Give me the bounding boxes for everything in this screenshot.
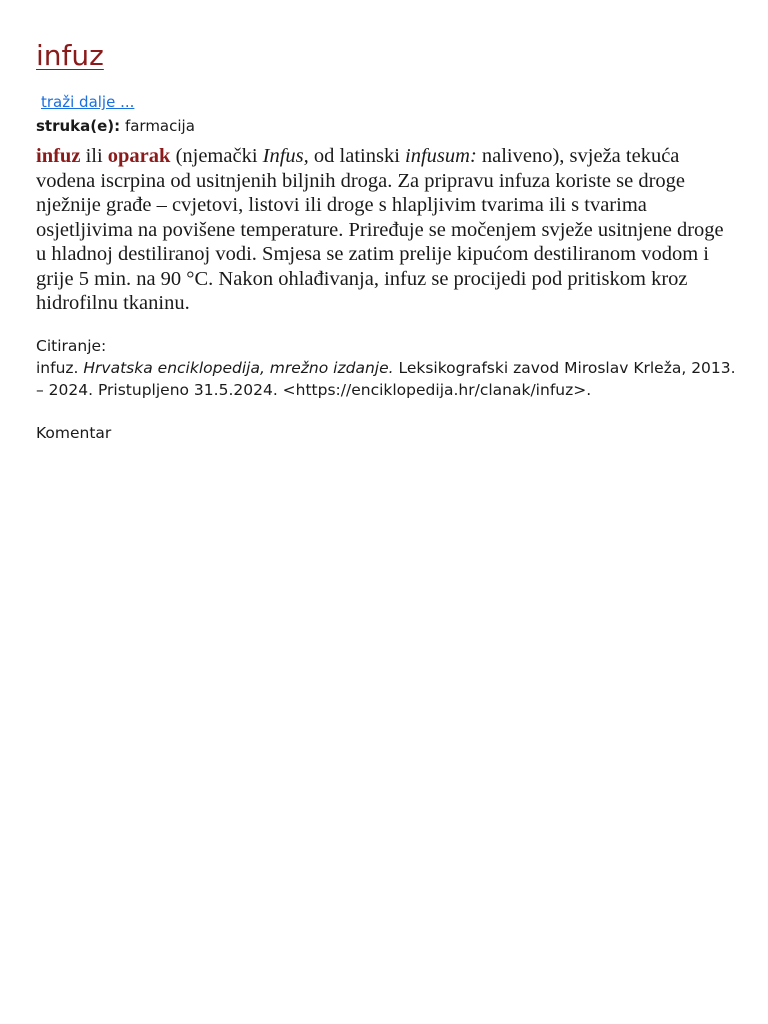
citation-text xyxy=(36,357,736,401)
synonym-headword: oparak xyxy=(107,145,171,167)
citation-prefix: infuz. xyxy=(36,359,84,377)
article-text-1: (njemački xyxy=(170,145,263,167)
headword: infuz xyxy=(36,145,81,167)
citation-rest: Leksikografski zavod Miroslav Krleža, 2013. – 2024. Pristupljeno 31.5.2024. <https://enciklopedija.hr/clanak/infuz>. xyxy=(36,359,736,399)
field-label: struka(e): xyxy=(36,117,121,135)
article-body xyxy=(36,144,726,316)
citation-block xyxy=(36,335,736,401)
citation-heading: Citiranje: xyxy=(36,337,107,355)
foreign-term-latin: infusum: xyxy=(405,145,477,167)
entry-title-link[interactable]: infuz xyxy=(36,39,104,72)
field-value: farmacija xyxy=(124,117,195,135)
field-row xyxy=(36,116,195,136)
article-text-3: naliveno), svježa tekuća vodena iscrpina od usitnjenih biljnih droga. Za pripravu infuza koriste se droge nježnije građe – cvjetovi, listovi ili droge s hlapljivim tvarima ili s tvarima osjetljivima na povišene temperature. Priređuje se močenjem svježe usitnjene droge u hladnoj destiliranoj vodi. Smjesa se zatim prelije kipućom destiliranom vodom i grije 5 min. na 90 °C. Nakon ohlađivanja, infuz se procijedi pod pritiskom kroz hidrofilnu tkaninu. xyxy=(36,145,724,314)
citation-work: Hrvatska enciklopedija, mrežno izdanje. xyxy=(83,359,394,377)
search-more-link[interactable]: traži dalje ... xyxy=(41,93,135,111)
comment-link[interactable]: Komentar xyxy=(36,424,112,442)
foreign-term-german: Infus, xyxy=(262,145,309,167)
article-conjunction: ili xyxy=(80,145,108,167)
article-text-2: od latinski xyxy=(308,145,406,167)
